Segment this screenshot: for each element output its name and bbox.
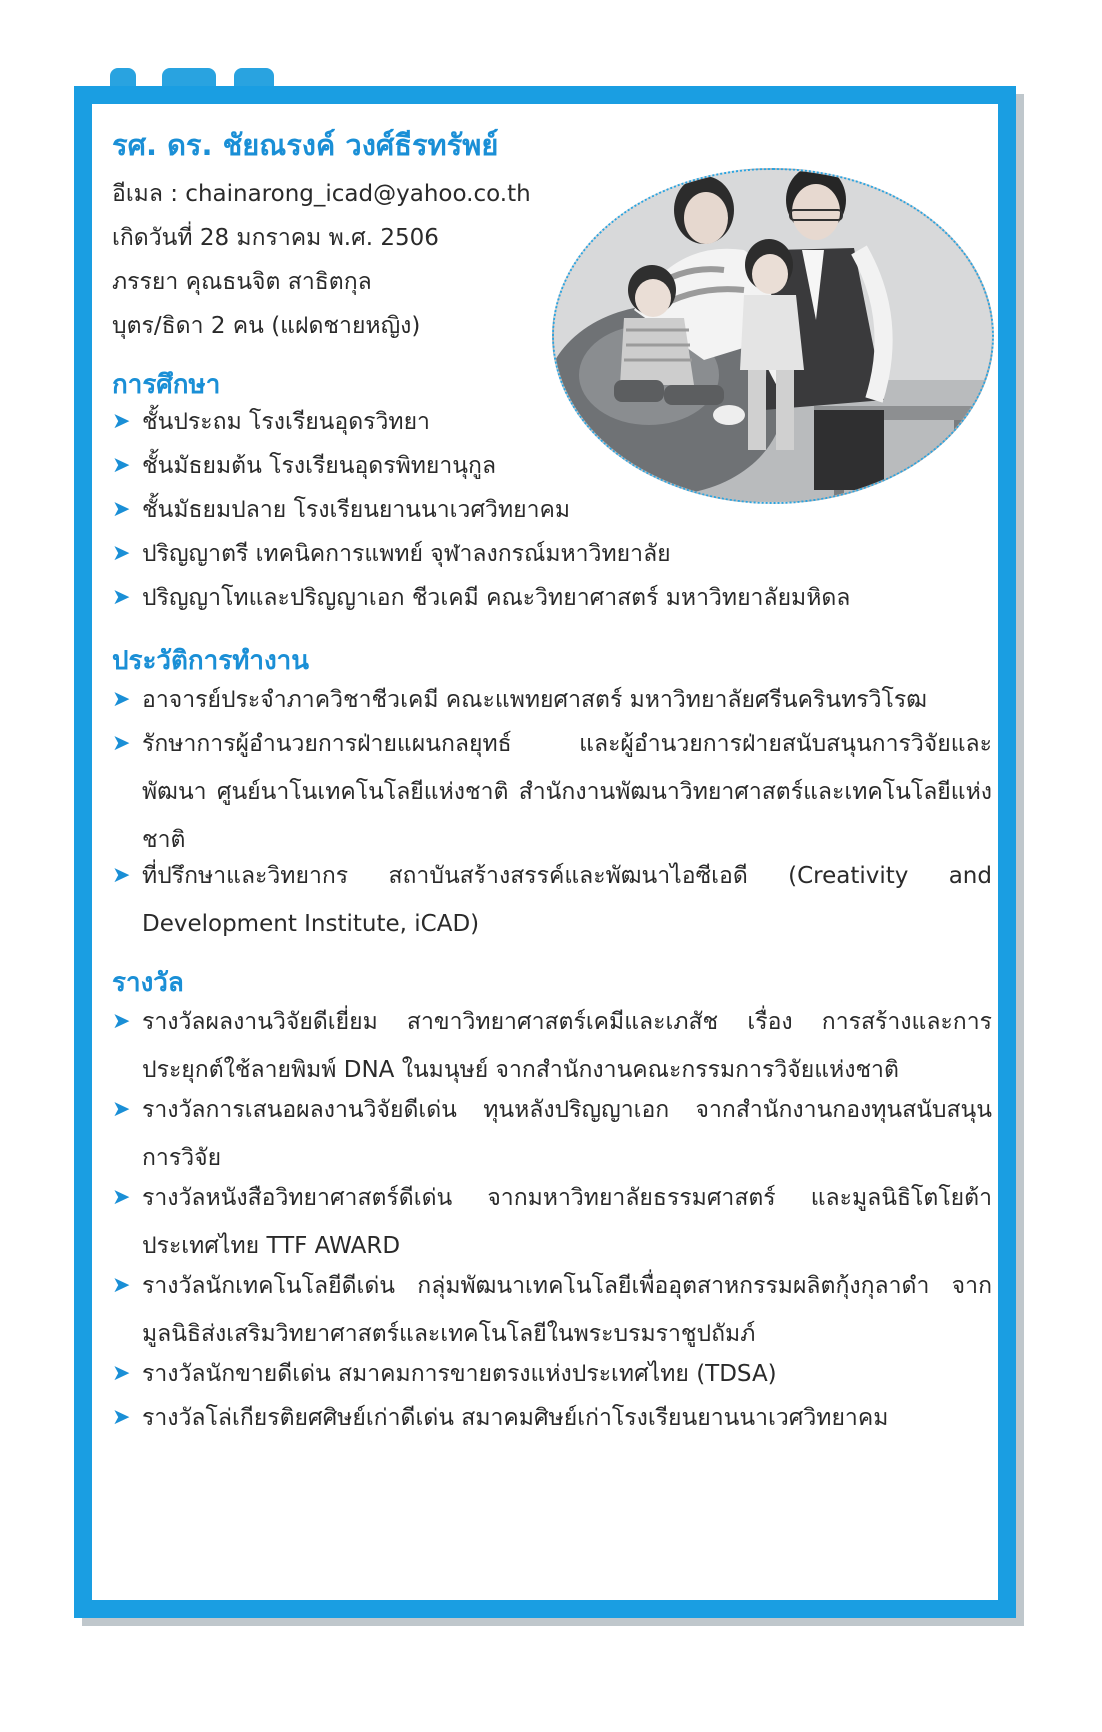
arrowhead-right-icon: ➤ — [112, 1361, 131, 1386]
education-item: ➤ ปริญญาตรี เทคนิคการแพทย์ จุฬาลงกรณ์มหาวิทยาลัย — [112, 530, 992, 578]
arrowhead-right-icon: ➤ — [112, 863, 131, 888]
children-line: บุตร/ธิดา 2 คน (แฝดชายหญิง) — [112, 313, 421, 339]
arrowhead-right-icon: ➤ — [112, 1405, 131, 1430]
birth-line: เกิดวันที่ 28 มกราคม พ.ศ. 2506 — [112, 225, 439, 251]
email-line: อีเมล : chainarong_icad@yahoo.co.th — [112, 181, 531, 207]
work-item: ➤ รักษาการผู้อำนวยการฝ่ายแผนกลยุทธ์ และผู้อำนวยการฝ่ายสนับสนุนการวิจัยและพัฒนา ศูนย์นาโนเทคโนโลยีแห่งชาติ สำนักงานพัฒนาวิทยาศาสตร์และเทคโนโลยีแห่งชาติ — [112, 720, 992, 864]
award-item: ➤ รางวัลนักเทคโนโลยีดีเด่น กลุ่มพัฒนาเทคโนโลยีเพื่ออุตสาหกรรมผลิตกุ้งกุลาดำ จากมูลนิธิส่งเสริมวิทยาศาสตร์และเทคโนโลยีในพระบรมราชูปถัมภ์ — [112, 1262, 992, 1358]
work-heading: ประวัติการทำงาน — [112, 646, 310, 676]
education-item: ➤ ชั้นประถม โรงเรียนอุดรวิทยา — [112, 398, 992, 446]
arrowhead-right-icon: ➤ — [112, 585, 131, 610]
award-item: ➤ รางวัลนักขายดีเด่น สมาคมการขายตรงแห่งประเทศไทย (TDSA) — [112, 1350, 992, 1398]
education-item: ➤ ปริญญาโทและปริญญาเอก ชีวเคมี คณะวิทยาศาสตร์ มหาวิทยาลัยมหิดล — [112, 574, 992, 622]
arrowhead-right-icon: ➤ — [112, 731, 131, 756]
work-item: ➤ อาจารย์ประจำภาควิชาชีวเคมี คณะแพทยศาสตร์ มหาวิทยาลัยศรีนครินทรวิโรฒ — [112, 676, 992, 724]
arrowhead-right-icon: ➤ — [112, 1009, 131, 1034]
arrowhead-right-icon: ➤ — [112, 687, 131, 712]
arrowhead-right-icon: ➤ — [112, 497, 131, 522]
person-name: รศ. ดร. ชัยณรงค์ วงศ์ธีรทรัพย์ — [112, 128, 499, 162]
arrowhead-right-icon: ➤ — [112, 409, 131, 434]
award-item: ➤ รางวัลผลงานวิจัยดีเยี่ยม สาขาวิทยาศาสตร์เคมีและเภสัช เรื่อง การสร้างและการประยุกต์ใช้ลายพิมพ์ DNA ในมนุษย์ จากสำนักงานคณะกรรมการวิจัยแห่งชาติ — [112, 998, 992, 1094]
arrowhead-right-icon: ➤ — [112, 453, 131, 478]
spouse-line: ภรรยา คุณธนจิต สาธิตกุล — [112, 269, 372, 295]
arrowhead-right-icon: ➤ — [112, 541, 131, 566]
education-item: ➤ ชั้นมัธยมต้น โรงเรียนอุดรพิทยานุกูล — [112, 442, 992, 490]
award-item: ➤ รางวัลการเสนอผลงานวิจัยดีเด่น ทุนหลังปริญญาเอก จากสำนักงานกองทุนสนับสนุนการวิจัย — [112, 1086, 992, 1182]
arrowhead-right-icon: ➤ — [112, 1273, 131, 1298]
work-item: ➤ ที่ปรึกษาและวิทยากร สถาบันสร้างสรรค์และพัฒนาไอซีเอดี (Creativity and Development Institute, iCAD) — [112, 852, 992, 948]
award-item: ➤ รางวัลโล่เกียรติยศศิษย์เก่าดีเด่น สมาคมศิษย์เก่าโรงเรียนยานนาเวศวิทยาคม — [112, 1394, 992, 1442]
arrowhead-right-icon: ➤ — [112, 1185, 131, 1210]
education-item: ➤ ชั้นมัธยมปลาย โรงเรียนยานนาเวศวิทยาคม — [112, 486, 992, 534]
awards-heading: รางวัล — [112, 968, 184, 998]
education-heading: การศึกษา — [112, 370, 221, 400]
award-item: ➤ รางวัลหนังสือวิทยาศาสตร์ดีเด่น จากมหาวิทยาลัยธรรมศาสตร์ และมูลนิธิโตโยต้า ประเทศไทย TTF AWARD — [112, 1174, 992, 1270]
arrowhead-right-icon: ➤ — [112, 1097, 131, 1122]
